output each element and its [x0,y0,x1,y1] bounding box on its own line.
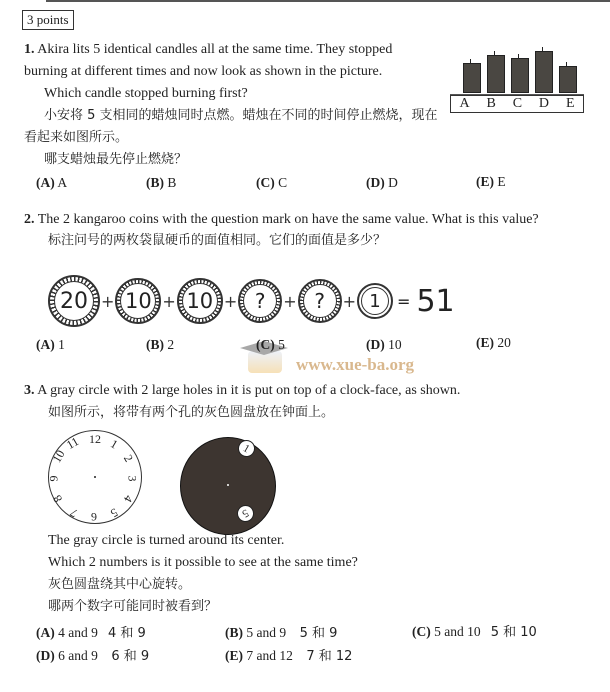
candle-b [487,55,505,93]
clock-number-9: 9 [46,475,61,482]
q2-cn: 标注问号的两枚袋鼠硬币的面值相同。它们的面值是多少？ [48,233,387,248]
gray-disk-with-holes[interactable] [180,437,276,535]
disk-hole-5: 5 [234,502,257,525]
coin-10: 10 [115,278,161,324]
candle-labels [450,95,584,113]
candle-c [511,58,529,93]
q2-option-c[interactable]: (C) 5 [256,337,285,352]
q1-text: Akira lits 5 identical candles all at the same time. They stopped [37,42,393,57]
clock-number-5: 5 [108,505,121,521]
candle-d [535,51,553,93]
equation-total: 51 [416,283,455,319]
top-rule [46,0,610,2]
clock-number-7: 7 [67,505,80,521]
clock-face [48,430,142,524]
q1-question: Which candle stopped burning first? [44,86,248,101]
q1-option-b[interactable]: (B) B [146,175,177,190]
coin-equation [48,275,455,327]
q3-option-c[interactable]: (C) 5 and 10 5 和 10 [412,624,537,640]
q2-option-d[interactable]: (D) 10 [366,337,402,352]
q3-option-a[interactable]: (A) 4 and 9 4 和 9 [36,625,146,641]
q2-option-e[interactable]: (E) 20 [476,335,511,350]
candle-e [559,66,577,93]
coin-20: 20 [48,275,100,327]
q2-option-a[interactable]: (A) 1 [36,337,65,352]
q1-line2: burning at different times and now look as shown in the picture. [24,64,383,79]
q3-cn3: 哪两个数字可能同时被看到？ [48,599,218,614]
candle-a [463,63,481,93]
q3-cn: 如图所示，将带有两个孔的灰色圆盘放在钟面上。 [48,405,335,420]
plus-sign: + [162,291,176,311]
disk-center-dot [227,484,229,486]
watermark-text: www.xue-ba.org [296,355,415,374]
q1-cn-line1: 小安将 5 支相同的蜡烛同时点燃。蜡烛在不同的时间停止燃烧，现在 [44,108,438,123]
candles-figure [455,45,585,113]
q3-text: A gray circle with 2 large holes in it is put on top of a clock-face, as shown. [37,383,461,398]
candle-label-e: E [565,96,575,111]
q3-option-b[interactable]: (B) 5 and 9 5 和 9 [225,625,338,641]
q2-option-b[interactable]: (B) 2 [146,337,175,352]
q1-option-d[interactable]: (D) D [366,175,398,190]
candle-label-b: B [486,96,496,111]
q2-number: 2. [24,212,35,227]
q1-option-a[interactable]: (A) A [36,175,68,190]
clock-number-11: 11 [64,434,82,453]
clock-number-2: 2 [120,452,136,465]
candle-label-a: A [459,96,470,111]
q2-line [24,209,539,231]
plus-sign: + [101,291,115,311]
q3-option-d[interactable]: (D) 6 and 9 6 和 9 [36,648,150,664]
q1-line1 [24,39,392,61]
q3-number: 3. [24,383,35,398]
clock-number-3: 3 [125,475,140,482]
q1-option-e[interactable]: (E) E [476,174,506,189]
q1-cn-question: 哪支蜡烛最先停止燃烧？ [44,152,188,167]
q3-cn2: 灰色圆盘绕其中心旋转。 [48,577,192,592]
clock-center-dot [94,476,96,478]
clock-number-4: 4 [120,492,136,505]
coin-10: 10 [177,278,223,324]
plus-sign: + [283,291,297,311]
section-points-label: 3 points [22,10,74,30]
q1-cn-line2: 看起来如图所示。 [24,130,129,145]
clock-number-8: 8 [50,492,66,505]
coin-1: 1 [357,283,393,319]
plus-sign: + [342,291,357,311]
plus-sign: + [223,291,238,311]
clock-number-12: 12 [89,432,101,446]
clock-number-1: 1 [108,436,121,452]
q3-option-e[interactable]: (E) 7 and 12 7 和 12 [225,648,353,664]
coin-question: ? [238,279,282,323]
clock-number-10: 10 [49,447,68,465]
candle-label-d: D [538,96,550,111]
clock-number-6: 6 [91,510,97,524]
equals-sign: = [397,291,411,311]
q1-option-c[interactable]: (C) C [256,175,288,190]
q1-number: 1. [24,42,35,57]
coin-question: ? [298,279,342,323]
q3-line [24,380,460,402]
q3-text2: The gray circle is turned around its center. [48,533,285,548]
q3-text3: Which 2 numbers is it possible to see at the same time? [48,555,358,570]
q2-text: The 2 kangaroo coins with the question mark on have the same value. What is this value? [37,212,539,227]
disk-hole-1: 1 [235,437,258,460]
candle-label-c: C [512,96,523,111]
